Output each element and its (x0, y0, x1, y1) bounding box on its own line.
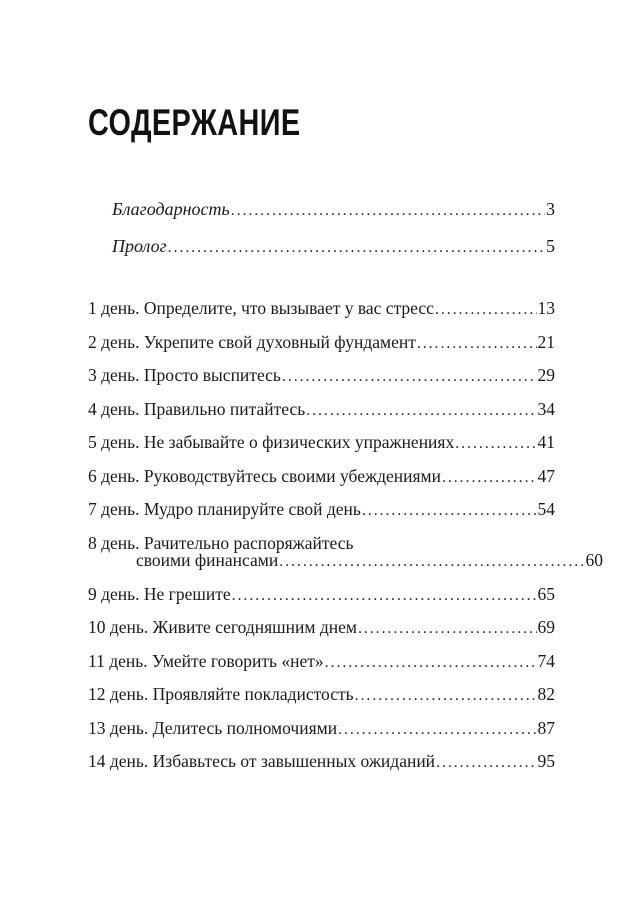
dot-leader (455, 436, 536, 452)
toc-entry[interactable] (112, 200, 555, 219)
dot-leader (279, 554, 584, 570)
toc-entry-page: 54 (537, 499, 555, 519)
toc-entry-title: 8 день. Рачительно распоряжайтесь (88, 532, 354, 553)
page-title: СОДЕРЖАНИЕ (88, 102, 301, 143)
dot-leader (231, 203, 545, 219)
toc-entry[interactable] (88, 434, 555, 452)
dot-leader (436, 755, 536, 771)
toc-entry-page: 29 (537, 365, 555, 385)
toc-entry-page: 3 (546, 199, 555, 219)
dot-leader (232, 588, 537, 604)
toc-entry[interactable] (88, 753, 555, 771)
toc-entry-title: Пролог (112, 236, 167, 256)
toc-entry-title: 10 день. Живите сегодняшним днем (88, 617, 357, 637)
toc-entry[interactable] (88, 465, 555, 486)
toc-entry[interactable] (88, 300, 555, 318)
toc-entry-title: 3 день. Просто выспитесь (88, 365, 281, 385)
toc-entry-page: 87 (537, 717, 555, 738)
toc-entry-continuation[interactable] (88, 552, 603, 570)
toc-entry-title: 7 день. Мудро планируйте свой день (88, 499, 361, 519)
dot-leader (417, 336, 537, 352)
toc-entry-title: 5 день. Не забывайте о физических упражнениях (88, 432, 455, 452)
toc-entry-title: Благодарность (112, 199, 230, 219)
front-matter-list (112, 200, 555, 274)
toc-entry[interactable] (88, 650, 555, 671)
dot-leader (168, 240, 545, 256)
toc-entry-title: 2 день. Укрепите свой духовный фундамент (88, 331, 416, 352)
toc-entry-page: 65 (537, 583, 555, 604)
toc-entry[interactable] (88, 501, 555, 519)
dot-leader (358, 621, 537, 637)
toc-entry-page: 13 (537, 298, 555, 318)
dot-leader (362, 503, 537, 519)
toc-entry-page: 74 (537, 650, 555, 671)
toc-entry-page: 21 (537, 331, 555, 352)
dot-leader (435, 302, 537, 318)
dot-leader (442, 470, 537, 486)
toc-entry[interactable] (112, 237, 555, 256)
toc-entry-title: 12 день. Проявляйте покладистость (88, 684, 354, 704)
toc-entry[interactable] (88, 398, 555, 419)
toc-entry[interactable] (88, 367, 555, 385)
toc-entry-page: 47 (537, 465, 555, 486)
toc-entry-page: 5 (546, 236, 555, 256)
toc-entry[interactable] (88, 619, 555, 637)
toc-entry-title: 6 день. Руководствуйтесь своими убеждениями (88, 465, 441, 486)
chapter-list (88, 298, 603, 787)
dot-leader (325, 655, 537, 671)
toc-entry-title: 14 день. Избавьтесь от завышенных ожиданий (88, 751, 436, 771)
dot-leader (306, 403, 536, 419)
toc-entry-title: 11 день. Умейте говорить «нет» (88, 650, 324, 671)
toc-entry-page: 41 (537, 432, 555, 452)
toc-entry-title: своими финансами (136, 550, 279, 570)
toc-entry[interactable] (88, 686, 555, 704)
dot-leader (338, 722, 536, 738)
toc-entry[interactable] (88, 583, 555, 604)
toc-entry[interactable] (88, 331, 555, 352)
toc-entry-page: 34 (537, 398, 555, 419)
toc-entry-page: 69 (537, 617, 555, 637)
toc-entry-title: 9 день. Не грешите (88, 583, 231, 604)
toc-entry[interactable] (88, 717, 555, 738)
toc-entry-page: 95 (537, 751, 555, 771)
toc-entry-title: 1 день. Определите, что вызывает у вас стресс (88, 298, 434, 318)
toc-entry-title: 4 день. Правильно питайтесь (88, 398, 306, 419)
toc-entry-page: 82 (537, 684, 555, 704)
dot-leader (282, 369, 537, 385)
toc-entry-title: 13 день. Делитесь полномочиями (88, 717, 338, 738)
dot-leader (355, 688, 537, 704)
toc-entry-page: 60 (585, 550, 603, 570)
